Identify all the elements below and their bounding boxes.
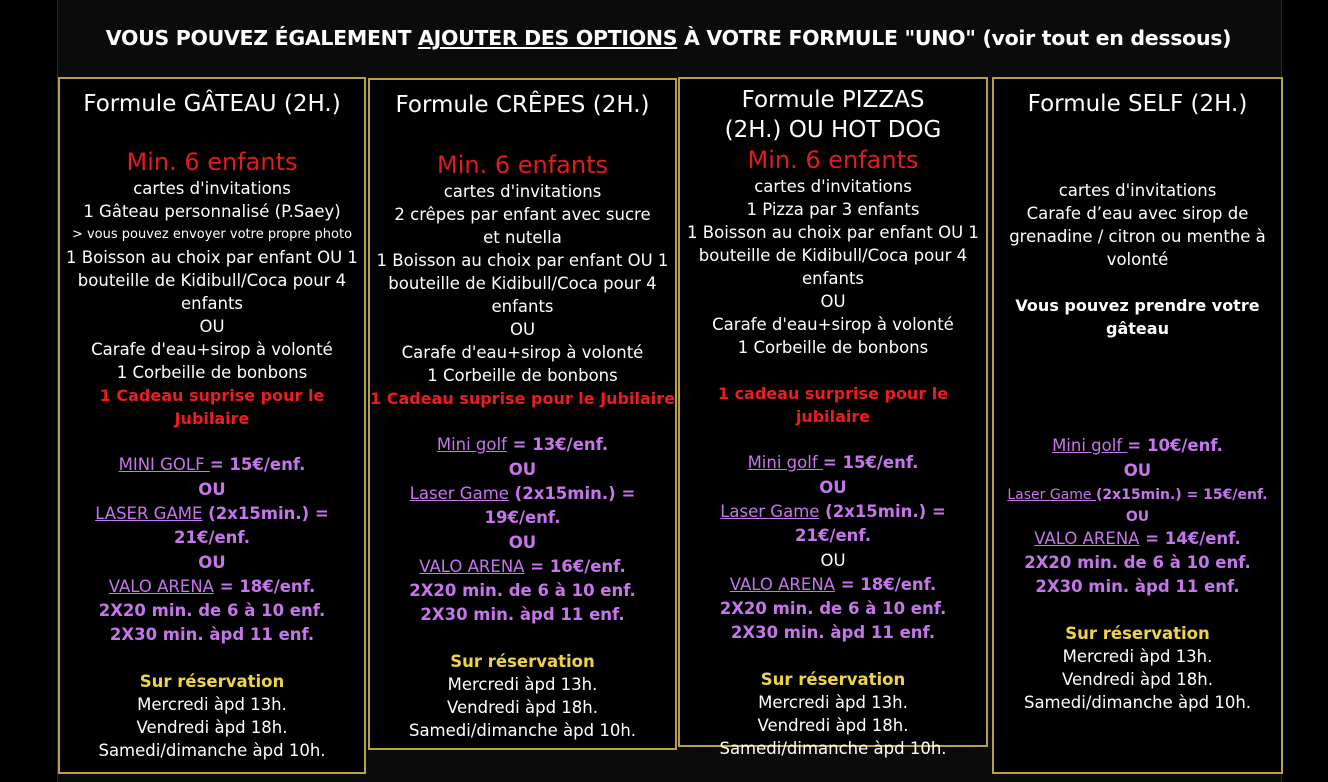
mini-golf-price: = 15€/enf.: [822, 453, 919, 472]
valo-arena-link[interactable]: VALO ARENA: [1034, 529, 1140, 548]
or-separator: OU: [198, 553, 226, 572]
schedule-item: Vendredi àpd 18h.: [1062, 670, 1213, 689]
formula-crepes-card: [368, 78, 677, 750]
valo-arena-link[interactable]: VALO ARENA: [419, 557, 525, 576]
mini-golf-link[interactable]: Mini golf: [1052, 436, 1128, 455]
gift-text: 1 Cadeau suprise pour le Jubilaire: [99, 386, 325, 428]
option-mini-golf: [370, 433, 675, 457]
list-item: 2 crêpes par enfant avec sucre et nutella: [394, 205, 651, 247]
laser-game-link[interactable]: LASER GAME: [95, 504, 203, 523]
laser-game-price: (2x15min.) = 15€/enf.: [1095, 487, 1268, 503]
option-valo-arena: [60, 575, 364, 599]
or-separator: OU: [819, 478, 847, 497]
valo-arena-detail: 2X30 min. àpd 11 enf.: [1035, 577, 1240, 596]
photo-note: > vous pouvez envoyer votre propre photo: [71, 227, 353, 242]
list-item: Carafe d'eau+sirop à volonté: [401, 343, 644, 362]
valo-arena-detail: 2X30 min. àpd 11 enf.: [109, 625, 315, 644]
valo-arena-link[interactable]: VALO ARENA: [729, 575, 835, 594]
list-item: Carafe d’eau avec sirop de grenadine / citron ou menthe à volonté: [1009, 204, 1266, 269]
option-laser-game: [994, 483, 1281, 507]
valo-arena-detail: 2X20 min. de 6 à 10 enf.: [98, 601, 326, 620]
valo-arena-detail: 2X30 min. àpd 11 enf.: [420, 605, 625, 624]
mini-golf-price: = 15€/enf.: [209, 455, 306, 474]
option-mini-golf: [994, 434, 1281, 458]
valo-arena-detail: 2X20 min. de 6 à 10 enf.: [1024, 553, 1251, 572]
formula-title: Formule PIZZAS (2H.) OU HOT DOG: [724, 87, 942, 143]
or-separator: OU: [508, 460, 537, 479]
valo-arena-price: = 16€/enf.: [524, 557, 626, 576]
schedule-item: Samedi/dimanche àpd 10h.: [1023, 693, 1252, 712]
mini-golf-link[interactable]: Mini golf: [747, 453, 823, 472]
mini-golf-price: = 10€/enf.: [1127, 436, 1223, 455]
laser-game-price: (2x15min.) = 19€/enf.: [484, 484, 636, 527]
list-item: 1 Corbeille de bonbons: [737, 338, 929, 357]
schedule-item: Mercredi àpd 13h.: [758, 693, 908, 712]
schedule-item: Vendredi àpd 18h.: [136, 718, 288, 737]
list-item: cartes d'invitations: [754, 177, 912, 196]
list-item: OU: [199, 317, 225, 336]
list-item: 1 Corbeille de bonbons: [116, 363, 308, 382]
list-item: Carafe d'eau+sirop à volonté: [91, 340, 333, 359]
valo-arena-price: = 14€/enf.: [1139, 529, 1241, 548]
laser-game-price: (2x15min.) = 21€/enf.: [795, 502, 946, 545]
cake-note: Vous pouvez prendre votre gâteau: [1015, 296, 1260, 338]
mini-golf-link[interactable]: MINI GOLF: [118, 455, 210, 474]
min-children: Min. 6 enfants: [437, 151, 608, 179]
mini-golf-price: = 13€/enf.: [506, 435, 609, 454]
formula-title: Formule GÂTEAU (2H.): [83, 91, 341, 117]
formula-gateau-card: [58, 77, 366, 774]
schedule-item: Mercredi àpd 13h.: [1062, 647, 1213, 666]
formula-title: Formule CRÊPES (2H.): [395, 92, 650, 118]
reservation-label: Sur réservation: [760, 670, 906, 689]
reservation-label: Sur réservation: [1065, 624, 1210, 643]
mini-golf-link[interactable]: Mini golf: [436, 435, 507, 454]
valo-arena-link[interactable]: VALO ARENA: [108, 577, 214, 596]
list-item: 1 Boisson au choix par enfant OU 1 bouteille de Kidibull/Coca pour 4 enfants: [376, 251, 669, 316]
laser-game-price: (2x15min.) = 21€/enf.: [174, 504, 329, 547]
list-item: 1 Boisson au choix par enfant OU 1 bouteille de Kidibull/Coca pour 4 enfants: [687, 223, 979, 288]
list-item: 1 Pizza par 3 enfants: [746, 200, 920, 219]
or-separator: OU: [820, 551, 846, 570]
laser-game-link[interactable]: Laser Game: [720, 502, 820, 521]
schedule-item: Vendredi àpd 18h.: [757, 716, 909, 735]
valo-arena-detail: 2X20 min. de 6 à 10 enf.: [409, 581, 636, 600]
headline-text-start: VOUS POUVEZ ÉGALEMENT: [105, 26, 419, 50]
or-separator: OU: [1125, 509, 1150, 525]
option-mini-golf: [680, 451, 986, 475]
list-item: OU: [509, 320, 536, 339]
gift-text: 1 cadeau surprise pour le jubilaire: [717, 384, 949, 426]
valo-arena-detail: 2X30 min. àpd 11 enf.: [730, 623, 936, 642]
headline-text-end: À VOTRE FORMULE "UNO" (voir tout en dessous): [677, 26, 1232, 50]
list-item: cartes d'invitations: [443, 182, 602, 201]
list-item: Carafe d'eau+sirop à volonté: [712, 315, 954, 334]
or-separator: OU: [1123, 461, 1152, 480]
formula-title: Formule SELF (2H.): [1027, 91, 1248, 117]
option-laser-game: [370, 482, 675, 530]
gift-text: 1 Cadeau suprise pour le Jubilaire: [370, 389, 675, 408]
option-laser-game: [60, 502, 364, 550]
list-item: OU: [820, 292, 846, 311]
formula-self-card: [992, 77, 1283, 774]
add-options-link[interactable]: AJOUTER DES OPTIONS: [418, 26, 678, 50]
formula-pizzas-card: [678, 77, 988, 758]
page-headline: [57, 26, 1280, 50]
list-item: 1 Gâteau personnalisé (P.Saey): [83, 202, 341, 221]
option-valo-arena: [994, 527, 1281, 551]
laser-game-link[interactable]: Laser Game: [1007, 487, 1096, 503]
min-children: Min. 6 enfants: [747, 146, 919, 174]
schedule-item: Mercredi àpd 13h.: [447, 675, 598, 694]
option-mini-golf: [60, 453, 364, 477]
schedule-item: Vendredi àpd 18h.: [447, 698, 598, 717]
list-item: 1 Boisson au choix par enfant OU 1 bouteille de Kidibull/Coca pour 4 enfants: [66, 248, 358, 313]
list-item: 1 Corbeille de bonbons: [427, 366, 618, 385]
or-separator: OU: [198, 480, 226, 499]
laser-game-link[interactable]: Laser Game: [409, 484, 509, 503]
or-separator: OU: [508, 533, 537, 552]
schedule-item: Samedi/dimanche àpd 10h.: [408, 721, 637, 740]
reservation-label: Sur réservation: [139, 672, 285, 691]
schedule-item: Mercredi àpd 13h.: [137, 695, 287, 714]
option-laser-game: [680, 500, 986, 548]
schedule-item: Samedi/dimanche àpd 10h.: [719, 739, 947, 758]
option-valo-arena: [370, 555, 675, 579]
option-valo-arena: [680, 573, 986, 597]
valo-arena-price: = 18€/enf.: [834, 575, 937, 594]
valo-arena-price: = 18€/enf.: [213, 577, 316, 596]
list-item: cartes d'invitations: [1058, 181, 1217, 200]
min-children: Min. 6 enfants: [126, 148, 298, 176]
valo-arena-detail: 2X20 min. de 6 à 10 enf.: [719, 599, 947, 618]
schedule-item: Samedi/dimanche àpd 10h.: [98, 741, 326, 760]
reservation-label: Sur réservation: [450, 652, 595, 671]
list-item: cartes d'invitations: [133, 179, 291, 198]
